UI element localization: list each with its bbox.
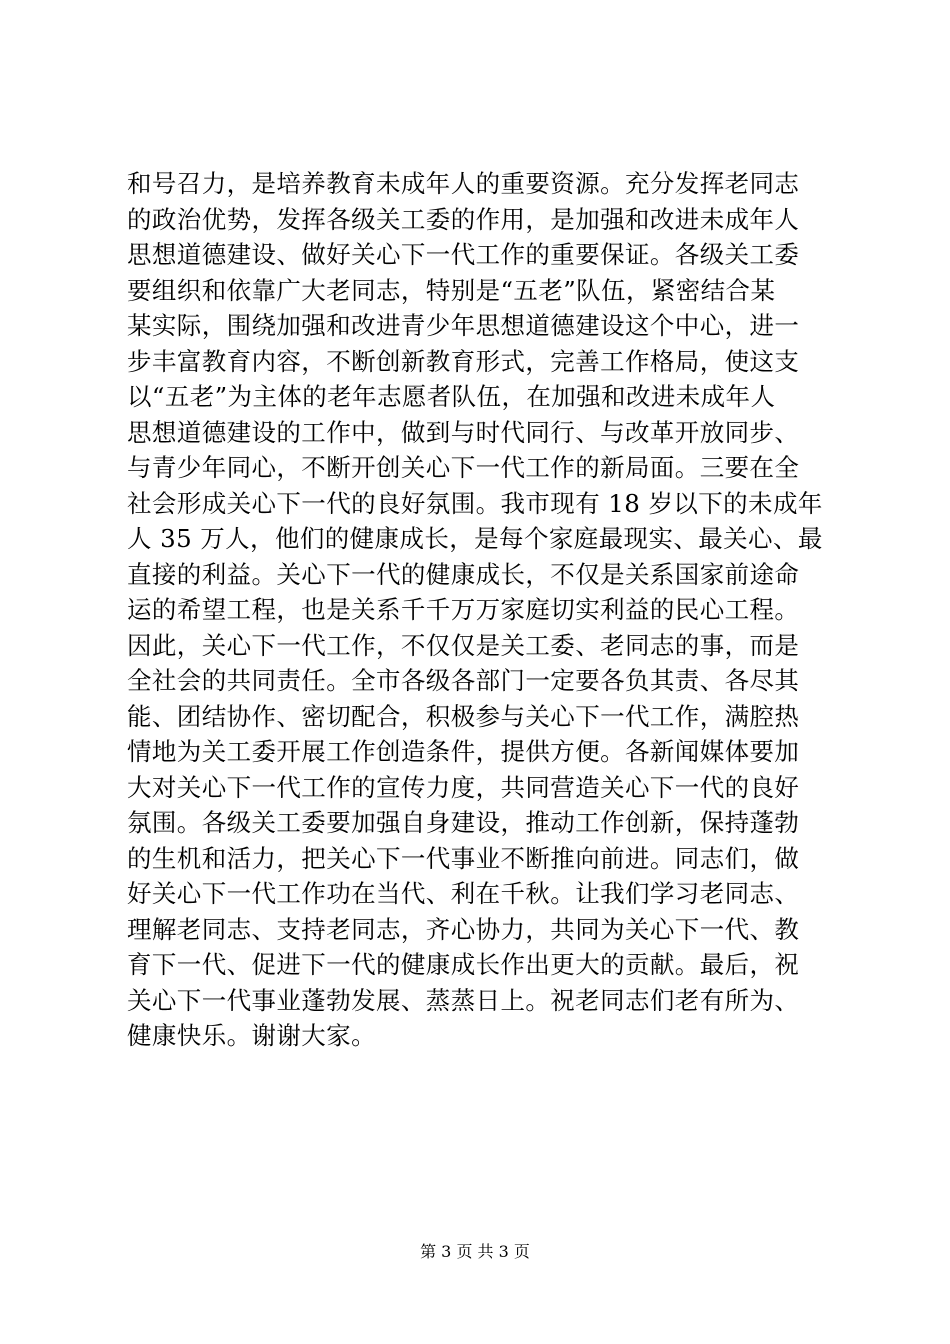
text-line: 全社会的共同责任。全市各级各部门一定要各负其责、各尽其 (127, 666, 800, 695)
text-line: 思想道德建设的工作中，做到与时代同行、与改革开放同步、 (127, 417, 800, 447)
text-line: 育下一代、促进下一代的健康成长作出更大的贡献。最后，祝 (127, 950, 800, 979)
text-line: 要组织和依靠广大老同志，特别是“五老”队伍，紧密结合某 (127, 275, 776, 305)
text-line: 大对关心下一代工作的宣传力度，共同营造关心下一代的良好 (127, 772, 800, 802)
text-line: 关心下一代事业蓬勃发展、蒸蒸日上。祝老同志们老有所为、 (127, 985, 800, 1015)
text-line: 好关心下一代工作功在当代、利在千秋。让我们学习老同志、 (127, 879, 800, 908)
text-line: 步丰富教育内容，不断创新教育形式，完善工作格局，使这支 (127, 346, 800, 376)
text-line: 与青少年同心，不断开创关心下一代工作的新局面。三要在全 (127, 453, 800, 482)
text-line: 的生机和活力，把关心下一代事业不断推向前进。同志们，做 (127, 843, 800, 873)
text-line: 某实际，围绕加强和改进青少年思想道德建设这个中心，进一 (127, 311, 800, 340)
page-number-label: 第 3 页 共 3 页 (420, 1242, 530, 1261)
text-line: 运的希望工程，也是关系千千万万家庭切实利益的民心工程。 (127, 595, 800, 624)
text-line: 社会形成关心下一代的良好氛围。我市现有 18 岁以下的未成年 (127, 488, 823, 518)
text-line: 情地为关工委开展工作创造条件，提供方便。各新闻媒体要加 (127, 737, 800, 766)
text-line: 和号召力，是培养教育未成年人的重要资源。充分发挥老同志 (127, 169, 800, 198)
text-line: 以“五老”为主体的老年志愿者队伍，在加强和改进未成年人 (127, 382, 776, 411)
text-line: 的政治优势，发挥各级关工委的作用，是加强和改进未成年人 (127, 204, 800, 234)
text-line: 健康快乐。谢谢大家。 (127, 1021, 376, 1050)
text-line: 思想道德建设、做好关心下一代工作的重要保证。各级关工委 (127, 240, 800, 269)
text-line: 氛围。各级关工委要加强自身建设，推动工作创新，保持蓬勃 (127, 808, 800, 837)
text-line: 能、团结协作、密切配合，积极参与关心下一代工作，满腔热 (127, 701, 800, 731)
text-line: 直接的利益。关心下一代的健康成长，不仅是关系国家前途命 (127, 559, 800, 589)
page-footer (0, 1242, 950, 1262)
text-line: 人 35 万人，他们的健康成长，是每个家庭最现实、最关心、最 (127, 524, 823, 553)
text-line: 理解老同志、支持老同志，齐心协力，共同为关心下一代、教 (127, 914, 800, 944)
body-text (127, 166, 827, 1054)
text-line: 因此，关心下一代工作，不仅仅是关工委、老同志的事，而是 (127, 630, 800, 660)
